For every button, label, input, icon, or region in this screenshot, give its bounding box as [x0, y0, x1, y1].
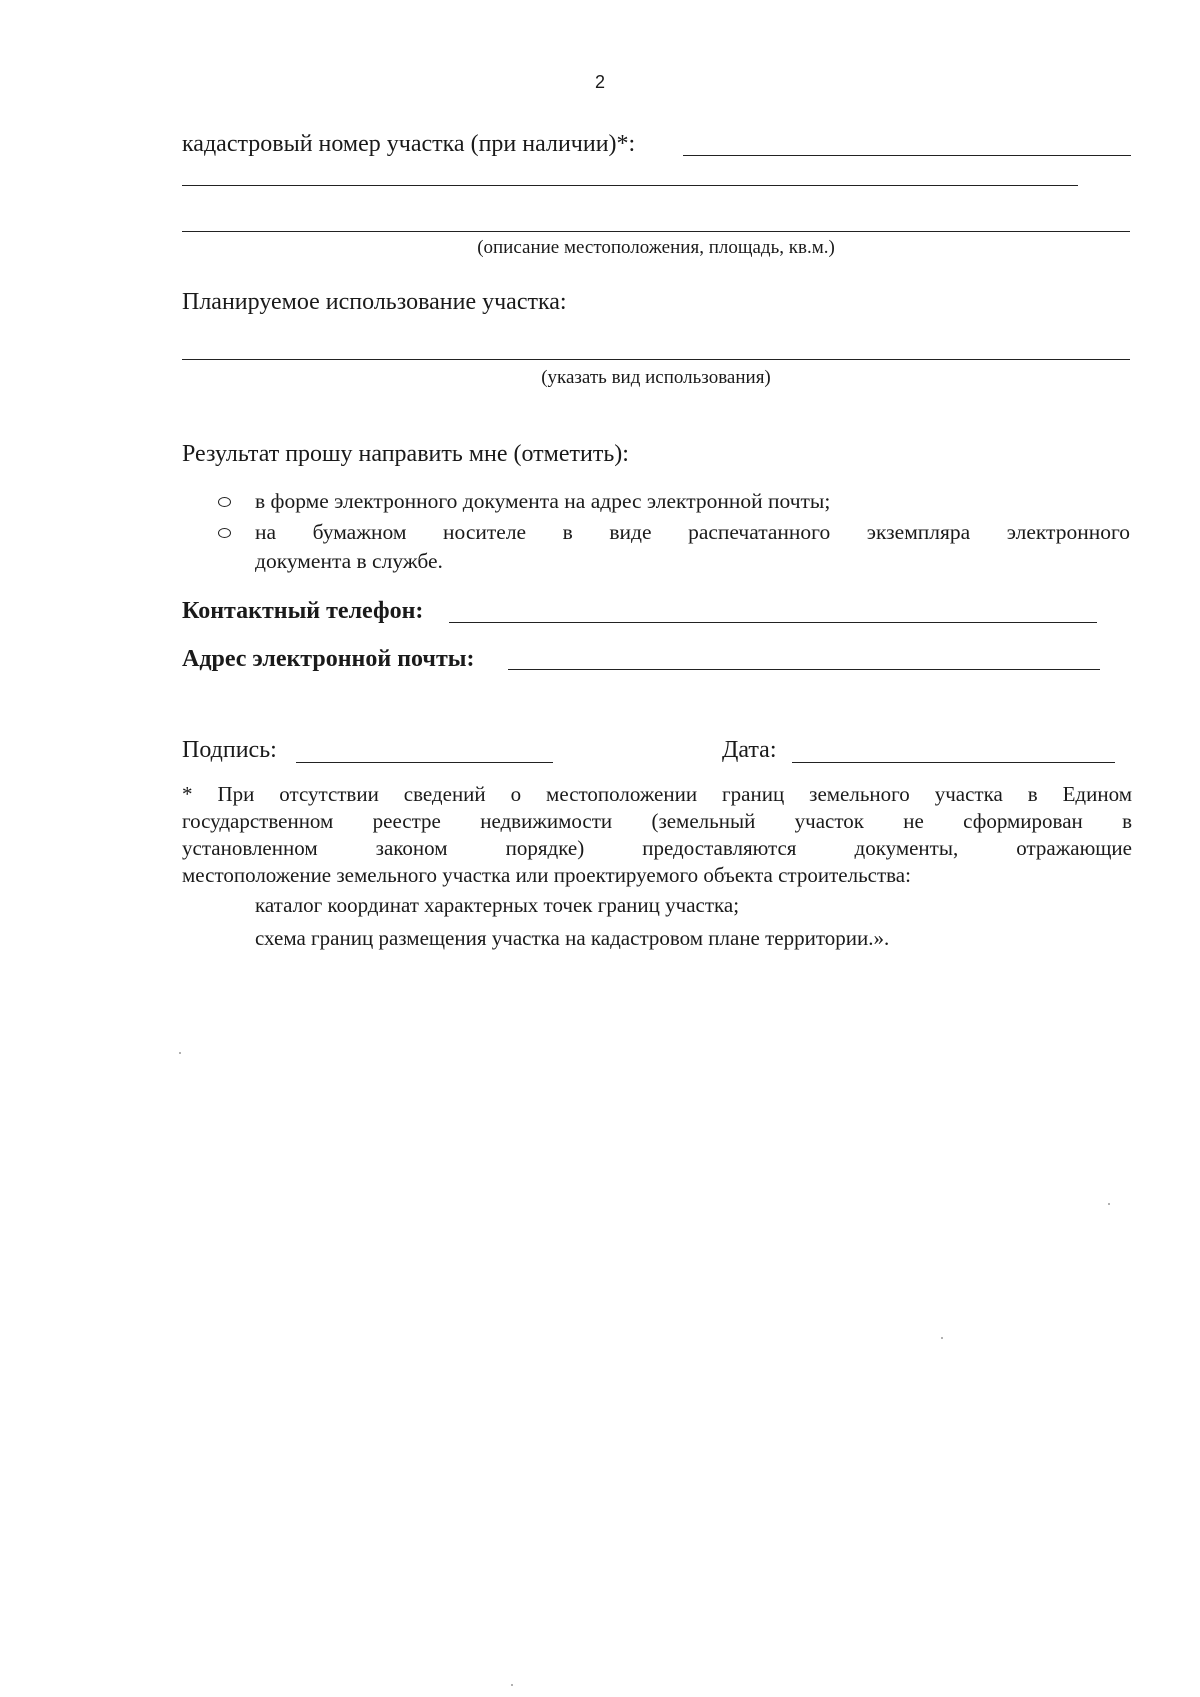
option-paper-label-line-1: на бумажном носителе в виде распечатанного экземпляра электронного [255, 520, 1130, 544]
footnote-line: установленном законом порядке) предоставляются документы, отражающие [182, 836, 1132, 860]
option-paper-radio[interactable] [218, 528, 231, 538]
contact-phone-field[interactable] [449, 622, 1097, 623]
page-number: 2 [594, 72, 605, 92]
email-label: Адрес электронной почты: [182, 646, 475, 672]
footnote-line: государственном реестре недвижимости (земельный участок не сформирован в [182, 809, 1132, 833]
location-description-caption: (описание местоположения, площадь, кв.м.) [477, 237, 835, 258]
scan-speck [1108, 1203, 1110, 1205]
planned-usage-field[interactable] [182, 359, 1130, 360]
cadastral-number-field[interactable] [683, 155, 1131, 156]
scan-speck [941, 1337, 943, 1339]
planned-usage-caption: (указать вид использования) [541, 367, 771, 388]
footnote-item: каталог координат характерных точек границ участка; [255, 893, 740, 917]
option-paper-label-line-2: документа в службе. [255, 549, 443, 573]
footnote-item: схема границ размещения участка на кадастровом плане территории.». [255, 926, 890, 950]
signature-field[interactable] [296, 762, 553, 763]
scan-speck [179, 1052, 181, 1054]
footnote-line: местоположение земельного участка или проектируемого объекта строительства: [182, 863, 911, 887]
scan-speck [511, 1684, 513, 1686]
location-description-field[interactable] [182, 231, 1130, 232]
date-label: Дата: [722, 737, 777, 763]
email-field[interactable] [508, 669, 1100, 670]
footnote-line: * При отсутствии сведений о местоположении границ земельного участка в Едином [182, 782, 1132, 806]
cadastral-number-field-line-2[interactable] [182, 185, 1078, 186]
date-field[interactable] [792, 762, 1115, 763]
planned-usage-label: Планируемое использование участка: [182, 289, 567, 315]
cadastral-number-label: кадастровый номер участка (при наличии)*: [182, 131, 636, 157]
option-electronic-label: в форме электронного документа на адрес электронной почты; [255, 489, 831, 513]
contact-phone-label: Контактный телефон: [182, 598, 424, 624]
option-electronic-radio[interactable] [218, 497, 231, 507]
result-delivery-label: Результат прошу направить мне (отметить): [182, 441, 629, 467]
signature-label: Подпись: [182, 737, 277, 763]
